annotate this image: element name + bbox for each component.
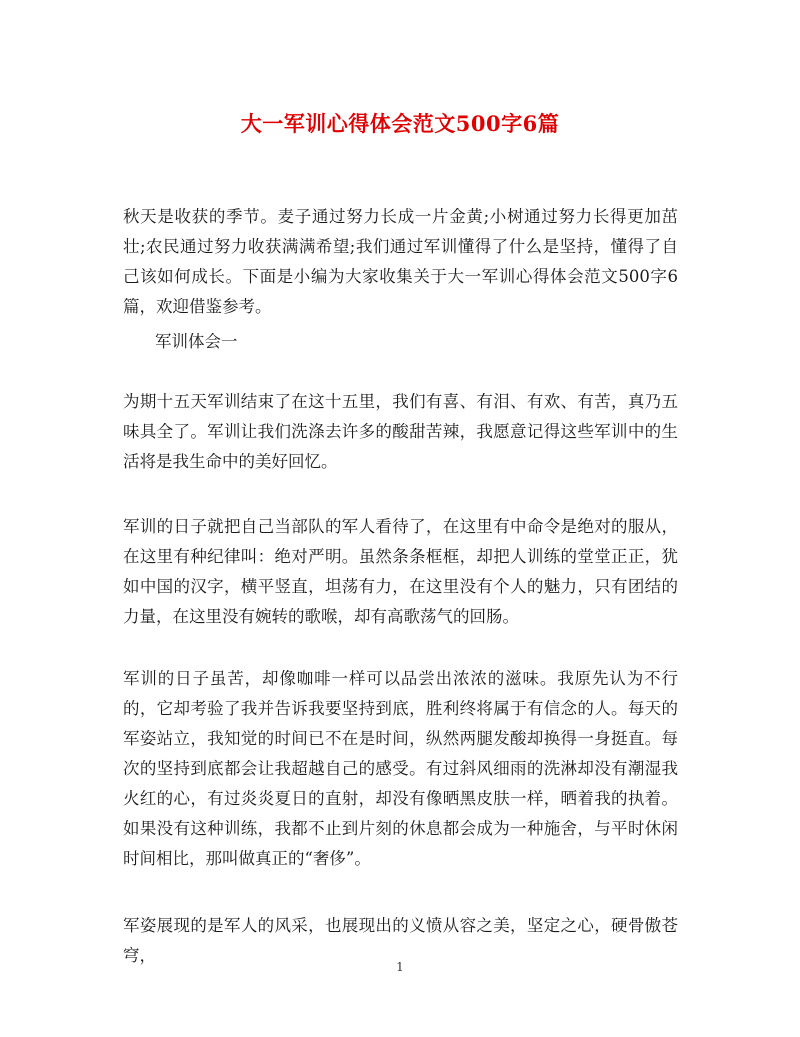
body-paragraph-4: 军姿展现的是军人的风采，也展现出的义愤从容之美，坚定之心，硬骨傲苍穹， <box>123 916 678 965</box>
page-number: 1 <box>396 960 404 974</box>
section-heading: 军训体会一 <box>155 332 238 351</box>
body-paragraph-2: 军训的日子就把自己当部队的军人看待了，在这里有中命令是绝对的服从，在这里有种纪律叫：绝对严明。虽然条条框框，却把人训练的堂堂正正，犹如中国的汉字，横平竖直，坦荡有力，在这里没有个人的魅力，只有团结的力量，在这里没有婉转的歌喉，却有高歌荡气的回肠。 <box>123 517 678 626</box>
body-paragraph-3: 军训的日子虽苦，却像咖啡一样可以品尝出浓浓的滋味。我原先认为不行的，它却考验了我并告诉我要坚持到底，胜利终将属于有信念的人。每天的军姿站立，我知觉的时间已不在是时间，纵然两腿发酸却换得一身挺直。每次的坚持到底都会让我超越自己的感受。有过斜风细雨的洗淋却没有潮湿我火红的心，有过炎炎夏日的直射，却没有像晒黑皮肤一样，晒着我的执着。如果没有这种训练，我都不止到片刻的休息都会成为一种施舍，与平时休闲时间相比，那叫做真正的“奢侈”。 <box>123 669 678 868</box>
intro-paragraph: 秋天是收获的季节。麦子通过努力长成一片金黄;小树通过努力长得更加茁壮;农民通过努力收获满满希望;我们通过军训懂得了什么是坚持，懂得了自己该如何成长。下面是小编为大家收集关于大一军训心得体会范文500字6篇，欢迎借鉴参考。 <box>123 207 678 316</box>
document-title: 大一军训心得体会范文500字6篇 <box>240 111 560 136</box>
body-paragraph-1: 为期十五天军训结束了在这十五里，我们有喜、有泪、有欢、有苦，真乃五味具全了。军训让我们洗涤去许多的酸甜苦辣，我愿意记得这些军训中的生活将是我生命中的美好回忆。 <box>123 392 678 471</box>
